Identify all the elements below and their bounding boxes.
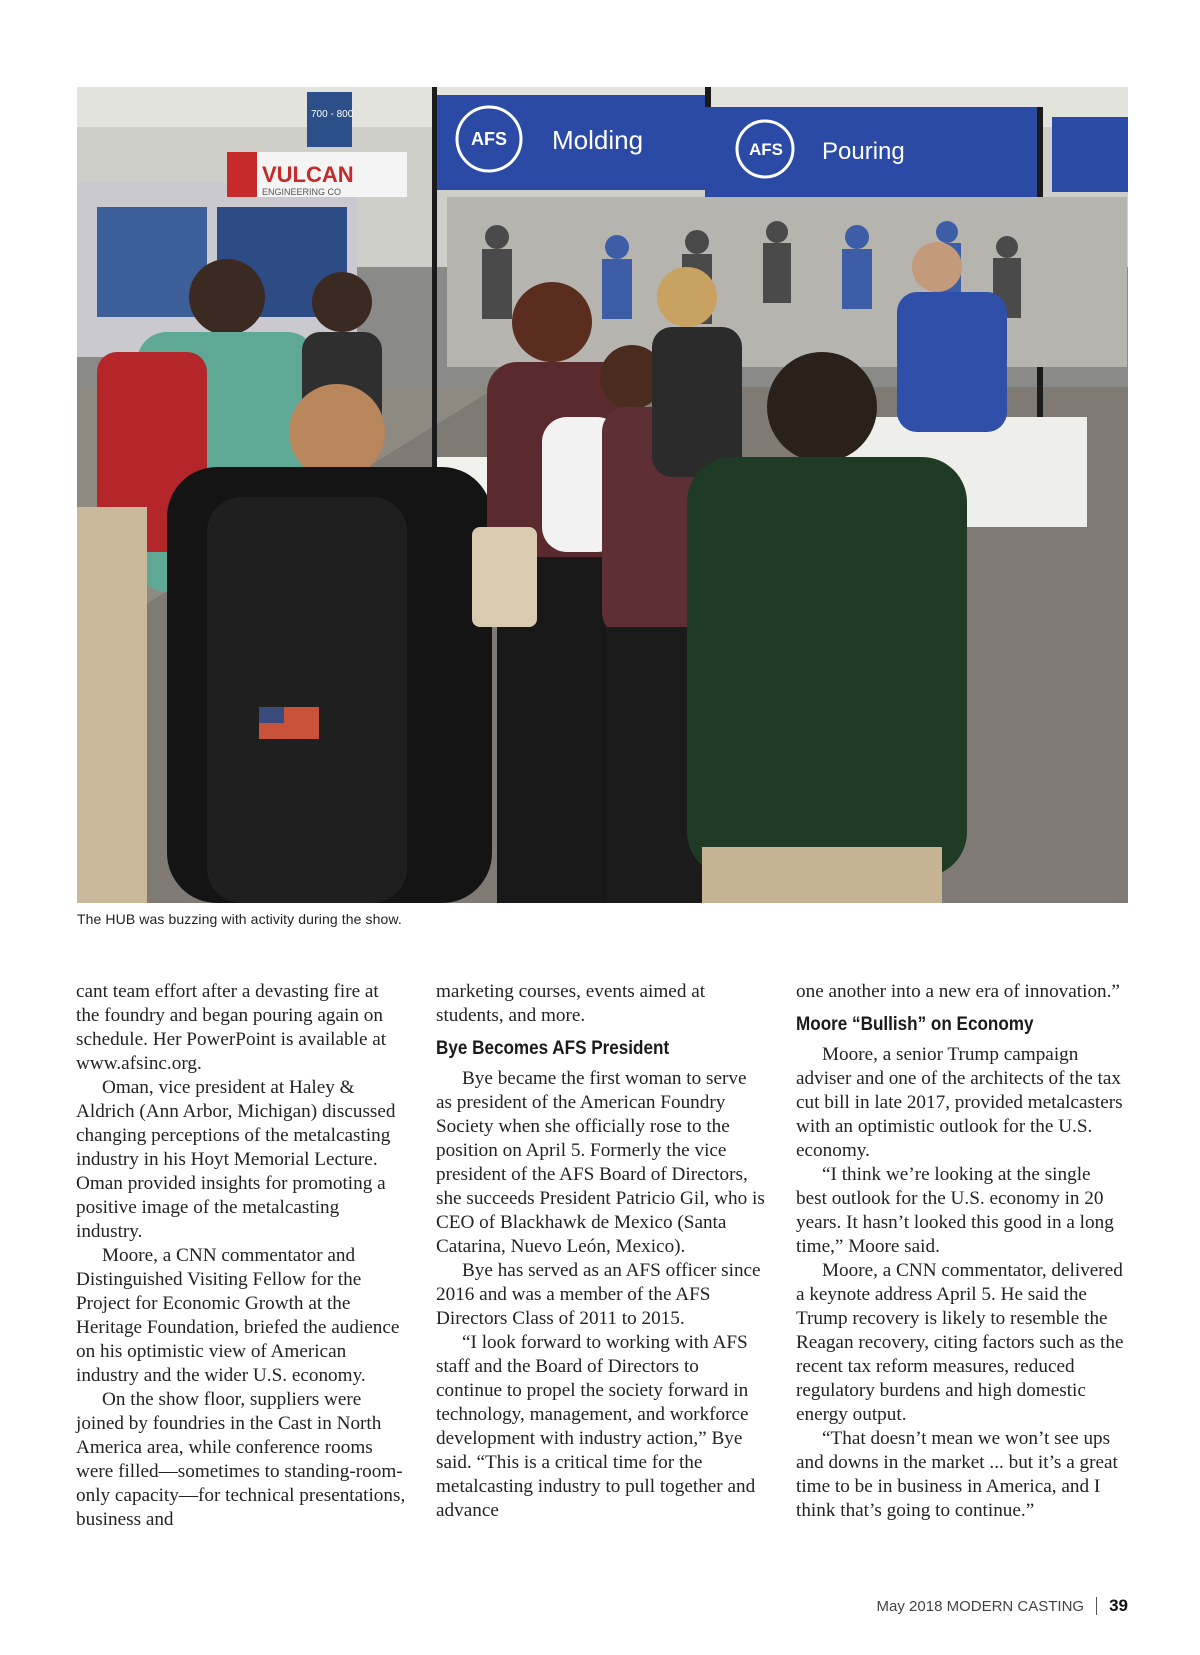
- pouring-sign: Pouring: [822, 138, 905, 165]
- body-paragraph: Moore, a CNN commentator, delivered a keynote address April 5. He said the Trump recovery is likely to resemble the Reagan recovery, citing factors such as the recent tax reform measures, reduced regulatory burdens and high domestic energy output.: [796, 1260, 1124, 1425]
- molding-sign: Molding: [552, 125, 644, 155]
- body-paragraph: Oman, vice president at Haley & Aldrich (Ann Arbor, Michigan) discussed changing perceptions of the metalcasting industry in his Hoyt Memorial Lecture. Oman provided insights for promoting a positive image of the metalcasting industry.: [76, 1077, 396, 1242]
- body-paragraph: On the show floor, suppliers were joined by foundries in the Cast in North America area, while conference rooms were filled—sometimes to standing-room-only capacity—for technical presentations, business and: [76, 1389, 406, 1530]
- page-number: 39: [1109, 1596, 1128, 1615]
- body-paragraph: Moore, a CNN commentator and Distinguished Visiting Fellow for the Project for Economic Growth at the Heritage Foundation, briefed the audience on his optimistic view of American industry and the wider U.S. economy.: [76, 1245, 400, 1386]
- article-column-2: [436, 980, 766, 1523]
- body-paragraph: Bye has served as an AFS officer since 2016 and was a member of the AFS Directors Class of 2011 to 2015.: [436, 1260, 761, 1329]
- body-paragraph: one another into a new era of innovation.”: [796, 981, 1120, 1002]
- photo-caption: The HUB was buzzing with activity during the show.: [77, 911, 402, 927]
- booth-number-sign: 700 - 800: [311, 109, 354, 120]
- footer-divider: [1096, 1597, 1097, 1615]
- article-column-3: [796, 980, 1126, 1523]
- afs-logo-pouring: AFS: [749, 140, 783, 159]
- body-paragraph: marketing courses, events aimed at students, and more.: [436, 981, 706, 1026]
- body-paragraph: “I look forward to working with AFS staff and the Board of Directors to continue to propel the society forward in technology, management, and workforce development with industry action,” Bye said. “This is a critical time for the metalcasting industry to pull together and advance: [436, 1332, 756, 1521]
- body-paragraph: cant team effort after a devasting fire at the foundry and began pouring again on schedule. Her PowerPoint is available at www.afsinc.org.: [76, 981, 387, 1074]
- body-paragraph: “That doesn’t mean we won’t see ups and downs in the market ... but it’s a great time to be in business in America, and I think that’s going to continue.”: [796, 1428, 1118, 1521]
- issue-label: May 2018 MODERN CASTING: [876, 1597, 1085, 1615]
- vulcan-sub-sign: ENGINEERING CO: [262, 187, 342, 197]
- article-column-1: [76, 980, 406, 1532]
- show-floor-photo: [77, 87, 1128, 903]
- show-floor-photo-illustration: [77, 87, 1128, 903]
- body-paragraph: Bye became the first woman to serve as president of the American Foundry Society when she officially rose to the position on April 5. Formerly the vice president of the AFS Board of Directors, she succeeds President Patricio Gil, who is CEO of Blackhawk de Mexico (Santa Catarina, Nuevo León, Mexico).: [436, 1068, 765, 1257]
- body-paragraph: Moore, a senior Trump campaign adviser and one of the architects of the tax cut bill in late 2017, provided metalcasters with an optimistic outlook for the U.S. economy.: [796, 1044, 1123, 1161]
- section-heading: Moore “Bullish” on Economy: [796, 1014, 1034, 1035]
- vulcan-sign: VULCAN: [262, 162, 354, 187]
- afs-logo-molding: AFS: [471, 129, 507, 149]
- page-footer: [877, 1596, 1128, 1616]
- section-heading: Bye Becomes AFS President: [436, 1038, 670, 1059]
- body-paragraph: “I think we’re looking at the single best outlook for the U.S. economy in 20 years. It hasn’t looked this good in a long time,” Moore said.: [796, 1164, 1114, 1257]
